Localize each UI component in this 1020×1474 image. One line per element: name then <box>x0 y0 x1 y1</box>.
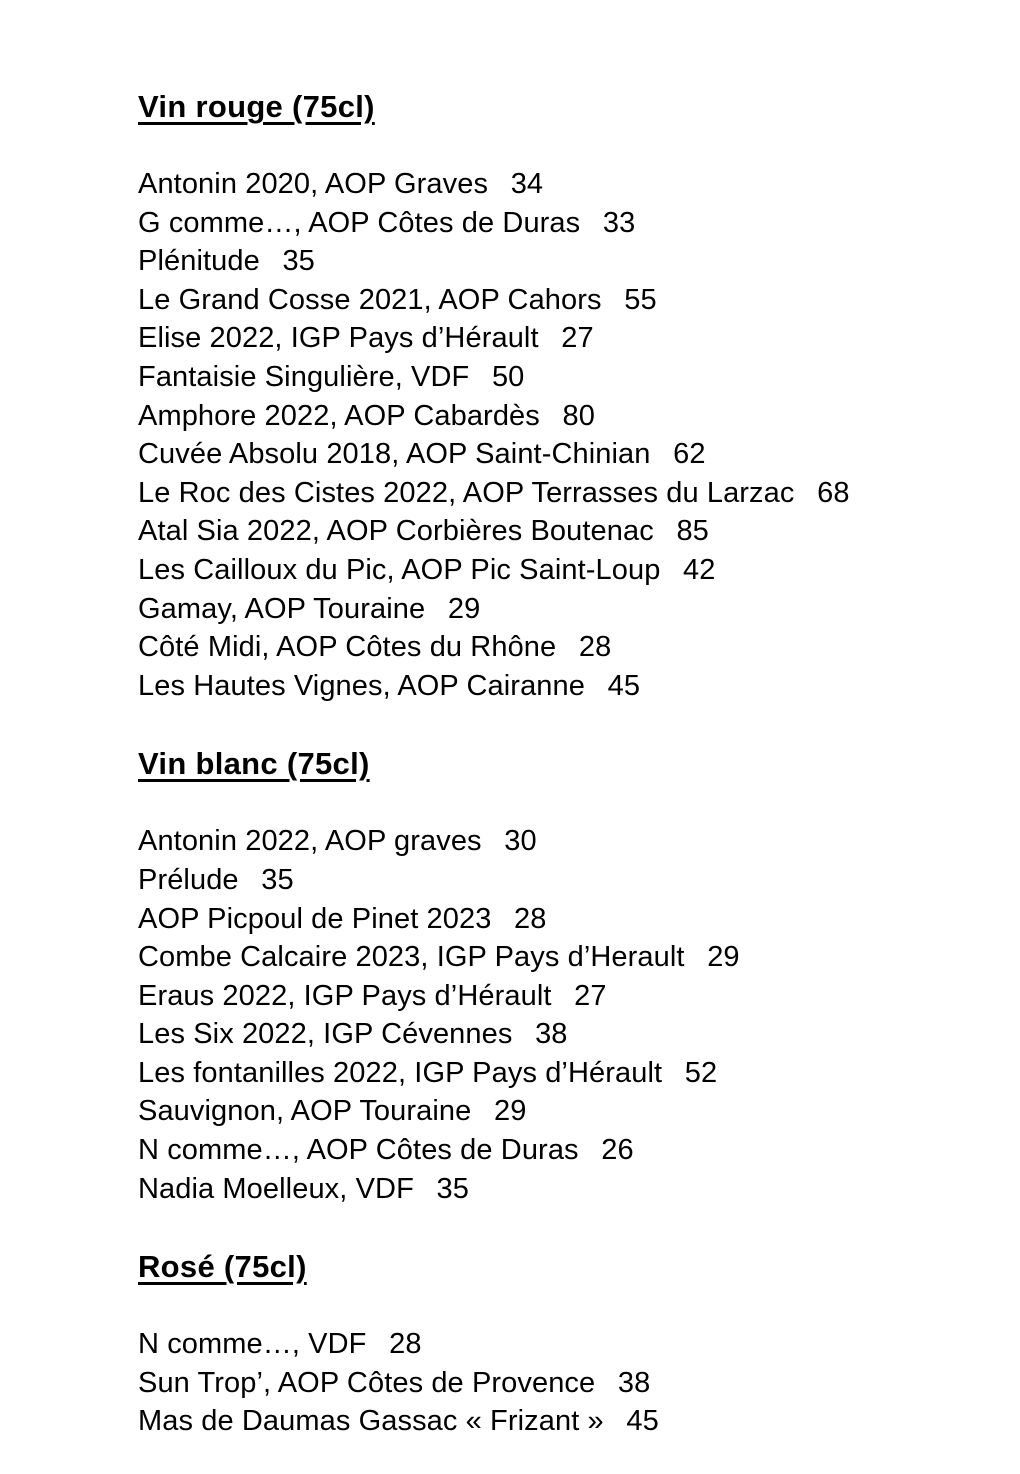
wine-name: Gamay, AOP Touraine <box>138 592 426 625</box>
wine-item <box>138 1015 960 1054</box>
wine-name: Le Grand Cosse 2021, AOP Cahors <box>138 283 602 316</box>
wine-price: 80 <box>562 399 595 432</box>
wine-item <box>138 861 960 900</box>
wine-name: Eraus 2022, IGP Pays d’Hérault <box>138 979 552 1012</box>
wine-name: Mas de Daumas Gassac « Frizant » <box>138 1405 604 1438</box>
wine-price: 62 <box>673 438 706 471</box>
wine-section <box>138 1248 960 1441</box>
wine-name: Sauvignon, AOP Touraine <box>138 1095 472 1128</box>
wine-name: Nadia Moelleux, VDF <box>138 1172 414 1205</box>
wine-item <box>138 628 960 667</box>
wine-name: Combe Calcaire 2023, IGP Pays d’Herault <box>138 941 685 974</box>
wine-price: 38 <box>617 1366 651 1399</box>
wine-item <box>138 1364 960 1403</box>
wine-list <box>138 822 960 1208</box>
wine-price: 42 <box>683 553 716 586</box>
wine-name: AOP Picpoul de Pinet 2023 <box>138 902 492 935</box>
wine-name: Le Roc des Cistes 2022, AOP Terrasses du Larzac <box>138 476 795 509</box>
wine-price: 28 <box>389 1328 422 1361</box>
wine-list <box>138 165 960 705</box>
wine-item <box>138 204 960 243</box>
wine-name: Les Six 2022, IGP Cévennes <box>138 1018 513 1051</box>
wine-price: 34 <box>510 168 544 200</box>
wine-price: 29 <box>493 1095 527 1128</box>
wine-list <box>138 1325 960 1441</box>
wine-price: 50 <box>491 360 525 393</box>
menu-root <box>138 88 960 1441</box>
wine-item <box>138 1170 960 1209</box>
wine-name: Plénitude <box>138 245 260 278</box>
wine-price: 26 <box>601 1134 634 1167</box>
wine-price: 45 <box>607 669 641 702</box>
wine-item <box>138 900 960 939</box>
wine-name: N comme…, AOP Côtes de Duras <box>138 1134 579 1167</box>
wine-price: 45 <box>626 1405 659 1438</box>
wine-item <box>138 435 960 474</box>
wine-price: 29 <box>707 941 740 974</box>
wine-price: 52 <box>684 1056 718 1089</box>
wine-item <box>138 1131 960 1170</box>
wine-price: 35 <box>261 863 294 896</box>
wine-name: Les Hautes Vignes, AOP Cairanne <box>138 669 585 702</box>
wine-price: 28 <box>578 631 612 664</box>
wine-name: Elise 2022, IGP Pays d’Hérault <box>138 322 539 355</box>
wine-name: Atal Sia 2022, AOP Corbières Boutenac <box>138 515 654 548</box>
section-title: Vin rouge (75cl) <box>138 89 375 124</box>
wine-item <box>138 667 960 706</box>
wine-price: 55 <box>624 283 657 316</box>
wine-item <box>138 977 960 1016</box>
wine-price: 38 <box>535 1018 568 1051</box>
wine-name: Antonin 2022, AOP graves <box>138 825 482 858</box>
wine-name: N comme…, VDF <box>138 1328 367 1361</box>
wine-price: 85 <box>676 515 709 548</box>
wine-item <box>138 474 960 513</box>
wine-item <box>138 242 960 281</box>
wine-name: Les fontanilles 2022, IGP Pays d’Hérault <box>138 1056 663 1089</box>
wine-item <box>138 551 960 590</box>
wine-name: Cuvée Absolu 2018, AOP Saint-Chinian <box>138 438 651 471</box>
wine-price: 29 <box>447 592 481 625</box>
wine-item <box>138 1325 960 1364</box>
wine-item <box>138 590 960 629</box>
section-title: Rosé (75cl) <box>138 1249 307 1285</box>
wine-item <box>138 822 960 861</box>
wine-item <box>138 358 960 397</box>
wine-item <box>138 1054 960 1093</box>
section-title: Vin blanc (75cl) <box>138 746 370 782</box>
wine-price: 28 <box>514 902 547 935</box>
wine-section <box>138 88 960 705</box>
wine-item <box>138 165 960 204</box>
wine-name: Amphore 2022, AOP Cabardès <box>138 399 540 432</box>
wine-item <box>138 938 960 977</box>
wine-name: Prélude <box>138 863 239 896</box>
wine-item <box>138 281 960 320</box>
wine-name: Antonin 2020, AOP Graves <box>138 168 489 200</box>
wine-name: Fantaisie Singulière, VDF <box>138 360 470 393</box>
wine-price: 68 <box>817 476 850 509</box>
wine-item <box>138 397 960 436</box>
wine-item <box>138 1402 960 1441</box>
wine-item <box>138 1092 960 1131</box>
wine-price: 33 <box>602 206 636 239</box>
wine-price: 35 <box>282 245 315 278</box>
wine-name: G comme…, AOP Côtes de Duras <box>138 206 581 239</box>
wine-item <box>138 512 960 551</box>
wine-price: 30 <box>504 825 537 858</box>
wine-price: 35 <box>436 1172 469 1205</box>
wine-price: 27 <box>574 979 607 1012</box>
wine-section <box>138 745 960 1208</box>
wine-name: Les Cailloux du Pic, AOP Pic Saint-Loup <box>138 553 661 586</box>
wine-name: Côté Midi, AOP Côtes du Rhône <box>138 631 557 664</box>
wine-price: 27 <box>561 322 594 355</box>
wine-name: Sun Trop’, AOP Côtes de Provence <box>138 1366 596 1399</box>
wine-item <box>138 319 960 358</box>
